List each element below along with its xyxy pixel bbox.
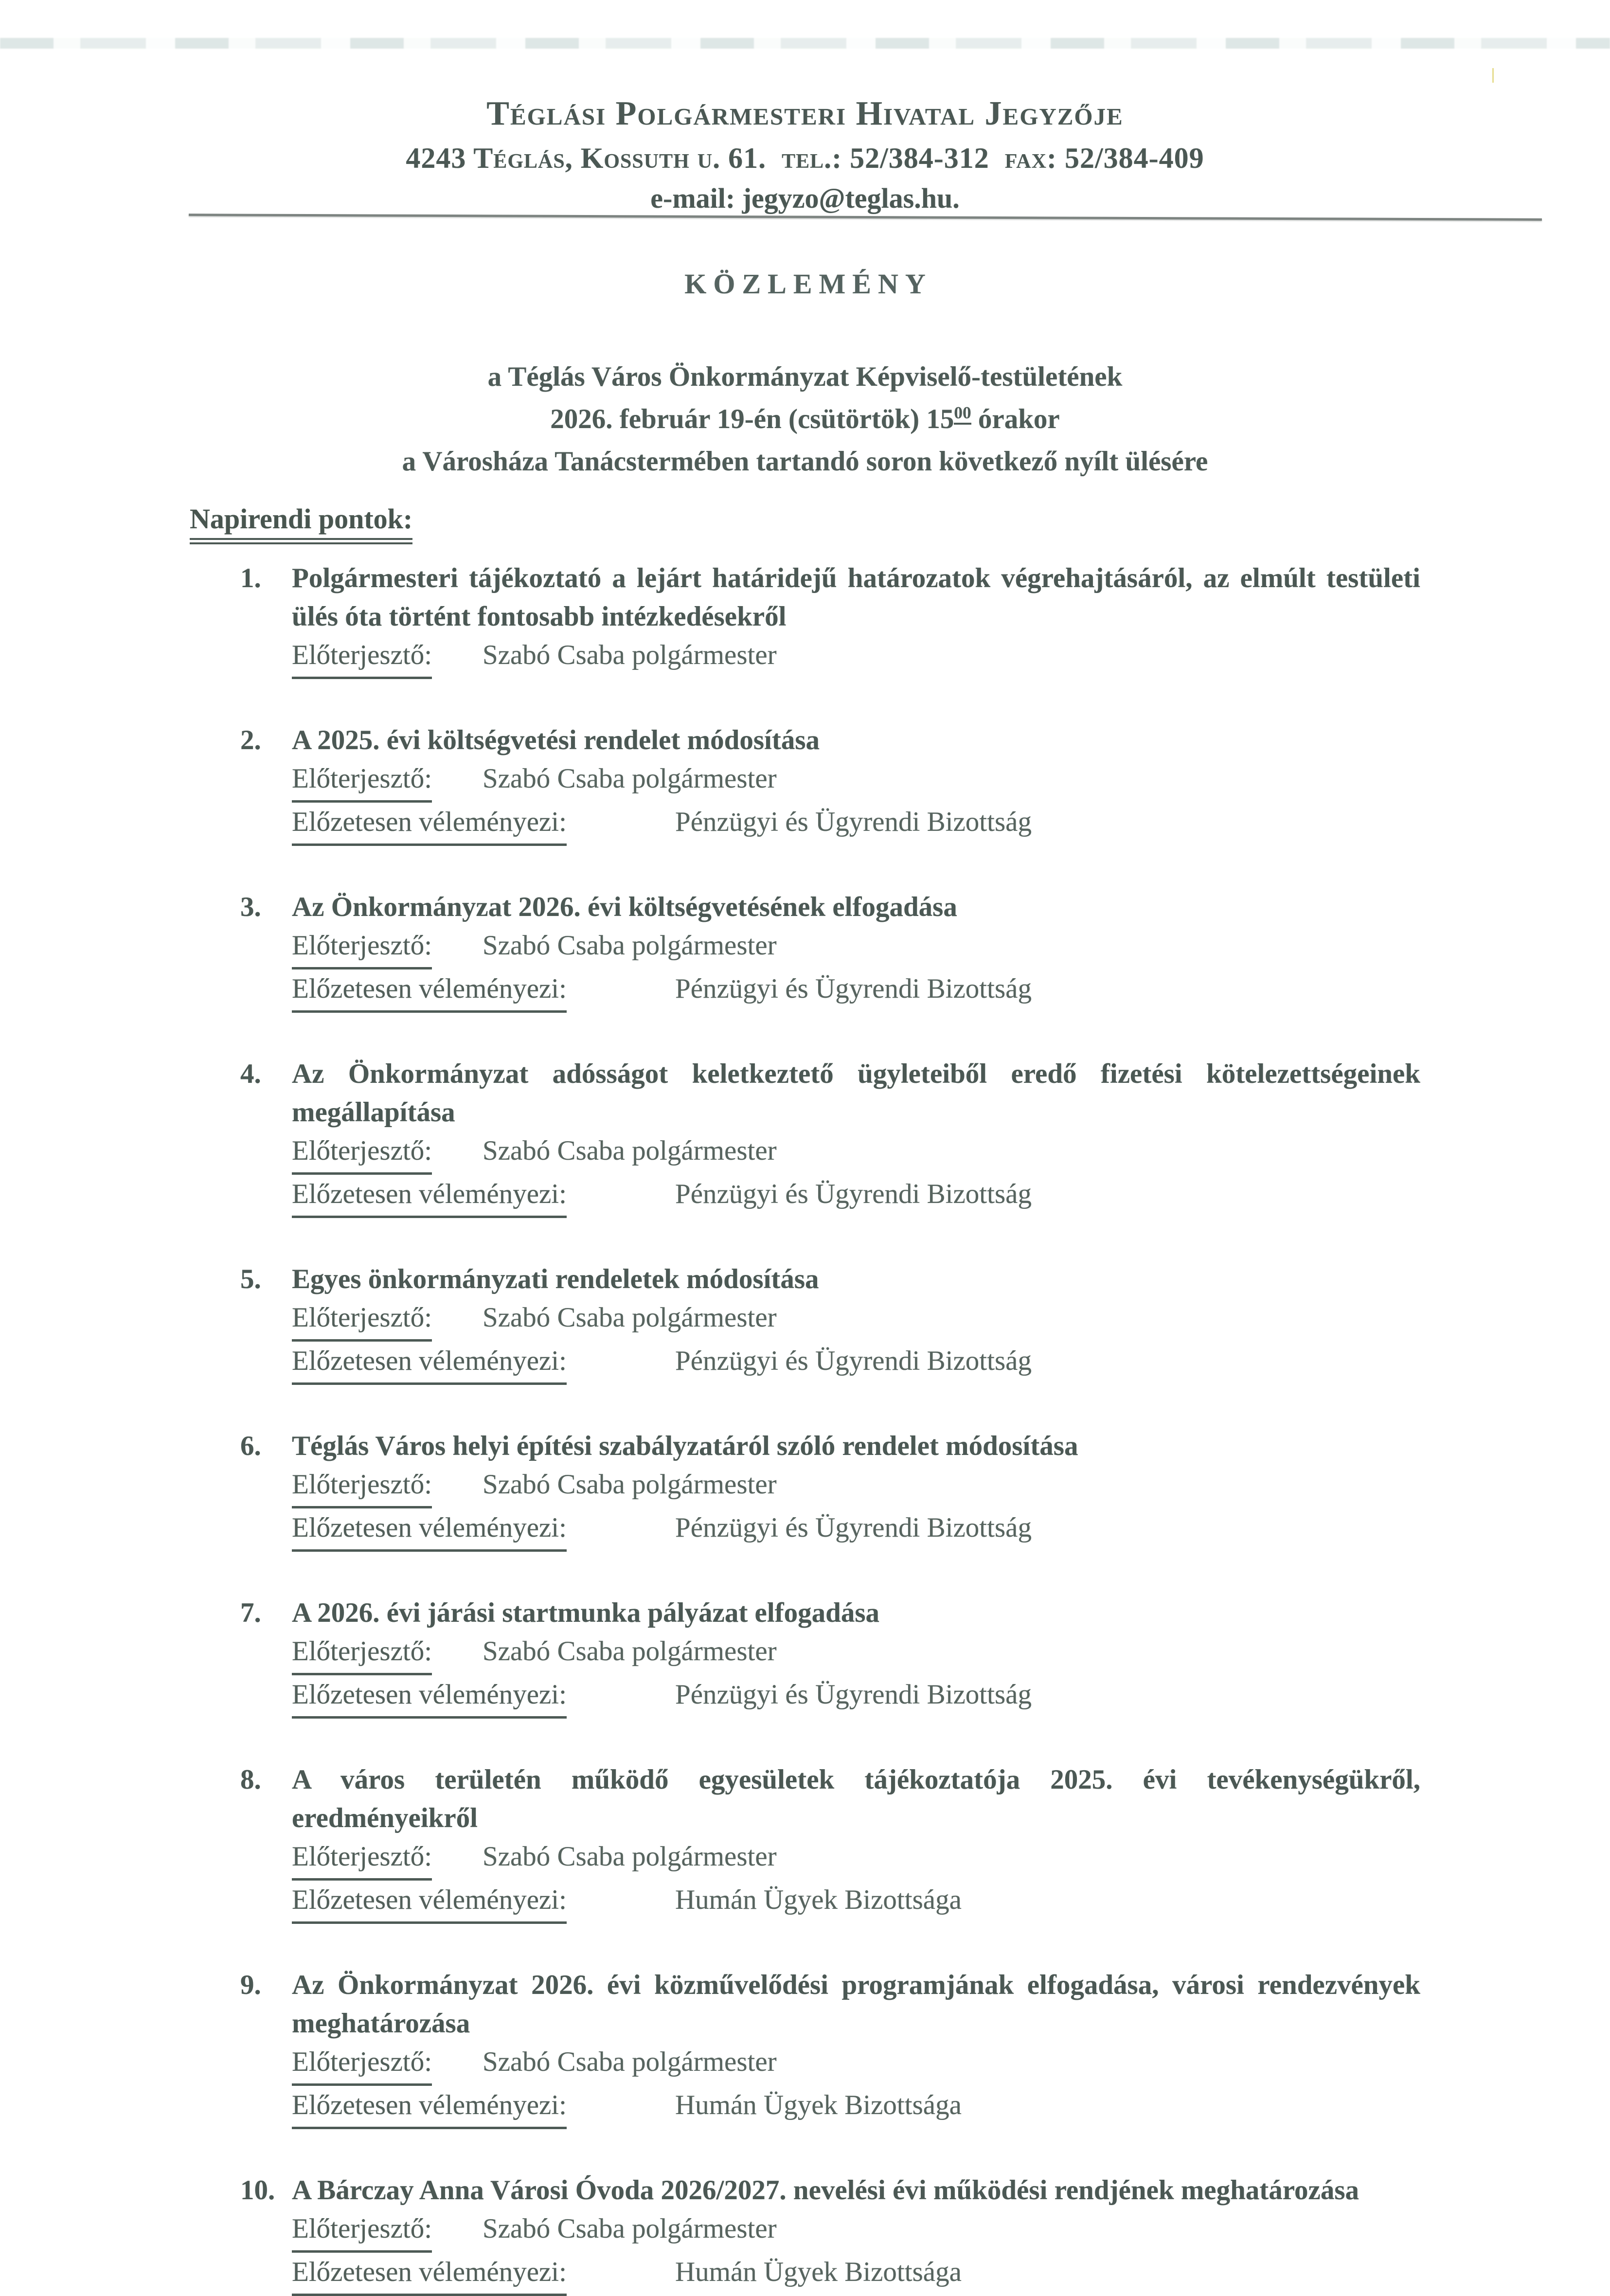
agenda-item-number: 4. [240, 1058, 261, 1089]
reviewer-label-cell [292, 1881, 675, 1924]
reviewer-label-cell [292, 969, 675, 1013]
agenda-item [240, 1260, 1420, 1385]
reviewer-label: Előzetesen véleményezi: [292, 1508, 567, 1552]
presenter-label-cell [292, 2209, 483, 2253]
agenda-item-number: 2. [240, 725, 261, 755]
agenda-item-content [292, 1260, 1420, 1385]
agenda-item-number: 6. [240, 1431, 261, 1461]
agenda-item [240, 1055, 1420, 1218]
presenter-row [292, 1465, 1420, 1508]
reviewer-row [292, 1342, 1420, 1385]
reviewer-value: Pénzügyi és Ügyrendi Bizottság [675, 1512, 1032, 1543]
meeting-info-line1: a Téglás Város Önkormányzat Képviselő-testületének [487, 361, 1123, 392]
presenter-label: Előterjesztő: [292, 1298, 432, 1342]
reviewer-row [292, 803, 1420, 846]
letterhead-office-name: Téglási Polgármesteri Hivatal Jegyzője [486, 95, 1124, 132]
presenter-label-cell [292, 1131, 483, 1175]
presenter-value: Szabó Csaba polgármester [483, 2213, 777, 2244]
presenter-label-cell [292, 926, 483, 969]
presenter-row [292, 1298, 1420, 1342]
reviewer-value: Pénzügyi és Ügyrendi Bizottság [675, 1345, 1032, 1376]
reviewer-value: Pénzügyi és Ügyrendi Bizottság [675, 973, 1032, 1004]
reviewer-label-cell [292, 1675, 675, 1719]
presenter-value: Szabó Csaba polgármester [483, 1302, 777, 1333]
presenter-label-cell [292, 1632, 483, 1675]
reviewer-label: Előzetesen véleményezi: [292, 969, 567, 1013]
reviewer-label: Előzetesen véleményezi: [292, 803, 567, 846]
meeting-info-line2 [190, 398, 1420, 440]
announcement-title: KÖZLEMÉNY [684, 268, 932, 300]
presenter-row [292, 926, 1420, 969]
agenda-item-content [292, 1055, 1420, 1218]
presenter-value: Szabó Csaba polgármester [483, 1135, 777, 1166]
agenda-item [240, 721, 1420, 846]
presenter-row [292, 2209, 1420, 2253]
agenda-item [240, 559, 1420, 679]
agenda-item-title: Téglás Város helyi építési szabályzatáról szóló rendelet módosítása [292, 1431, 1078, 1461]
presenter-row [292, 1131, 1420, 1175]
presenter-value: Szabó Csaba polgármester [483, 640, 777, 670]
presenter-label: Előterjesztő: [292, 759, 432, 803]
agenda-item [240, 1427, 1420, 1552]
header-divider-line [189, 214, 1542, 221]
agenda-item-title: A város területén működő egyesületek tájékoztatója 2025. évi tevékenységükről, eredményeikről [292, 1764, 1420, 1833]
agenda-item-content [292, 559, 1420, 679]
agenda-item-number: 9. [240, 1970, 261, 2000]
reviewer-value: Pénzügyi és Ügyrendi Bizottság [675, 807, 1032, 837]
reviewer-row [292, 2253, 1420, 2296]
meeting-info-line3: a Városháza Tanácstermében tartandó soron következő nyílt ülésére [402, 446, 1208, 477]
reviewer-label: Előzetesen véleményezi: [292, 1881, 567, 1924]
presenter-row [292, 1632, 1420, 1675]
agenda-item-number: 7. [240, 1597, 261, 1628]
presenter-row [292, 2043, 1420, 2086]
agenda-item-number: 10. [240, 2175, 275, 2206]
reviewer-row [292, 2086, 1420, 2129]
agenda-item [240, 1966, 1420, 2129]
scan-artifact-band [0, 38, 1610, 49]
presenter-label: Előterjesztő: [292, 636, 432, 679]
presenter-label: Előterjesztő: [292, 2043, 432, 2086]
presenter-value: Szabó Csaba polgármester [483, 763, 777, 794]
reviewer-label: Előzetesen véleményezi: [292, 2086, 567, 2129]
presenter-label-cell [292, 1465, 483, 1508]
presenter-row [292, 759, 1420, 803]
presenter-row [292, 1837, 1420, 1881]
letterhead [190, 95, 1420, 214]
presenter-label-cell [292, 636, 483, 679]
reviewer-label: Előzetesen véleményezi: [292, 2253, 567, 2296]
reviewer-label-cell [292, 803, 675, 846]
agenda-item-number: 5. [240, 1264, 261, 1294]
agenda-item-content [292, 721, 1420, 846]
presenter-label-cell [292, 2043, 483, 2086]
reviewer-label-cell [292, 2253, 675, 2296]
reviewer-label: Előzetesen véleményezi: [292, 1675, 567, 1719]
agenda-item-title: Az Önkormányzat 2026. évi közművelődési programjának elfogadása, városi rendezvények meghatározása [292, 1970, 1420, 2039]
reviewer-label-cell [292, 1508, 675, 1552]
agenda-item-number: 1. [240, 563, 261, 593]
reviewer-value: Pénzügyi és Ügyrendi Bizottság [675, 1679, 1032, 1710]
meeting-info-block [190, 356, 1420, 483]
reviewer-label: Előzetesen véleményezi: [292, 1175, 567, 1218]
reviewer-row [292, 1881, 1420, 1924]
agenda-item-title: A 2025. évi költségvetési rendelet módosítása [292, 725, 820, 755]
agenda-item-content [292, 1760, 1420, 1924]
reviewer-value: Pénzügyi és Ügyrendi Bizottság [675, 1179, 1032, 1209]
reviewer-label: Előzetesen véleményezi: [292, 1342, 567, 1385]
agenda-item-content [292, 888, 1420, 1013]
presenter-label-cell [292, 759, 483, 803]
agenda-item-title: A Bárczay Anna Városi Óvoda 2026/2027. nevelési évi működési rendjének meghatározása [292, 2175, 1360, 2206]
presenter-label-cell [292, 1837, 483, 1881]
agenda-item-number: 3. [240, 892, 261, 922]
presenter-label: Előterjesztő: [292, 926, 432, 969]
presenter-label: Előterjesztő: [292, 1465, 432, 1508]
presenter-label: Előterjesztő: [292, 2209, 432, 2253]
presenter-value: Szabó Csaba polgármester [483, 930, 777, 961]
agenda-item-content [292, 2171, 1420, 2296]
agenda-item-title: A 2026. évi járási startmunka pályázat elfogadása [292, 1597, 880, 1628]
agenda-item [240, 1594, 1420, 1719]
agenda-item-title: Az Önkormányzat adósságot keletkeztető ügyleteiből eredő fizetési kötelezettségeinek megállapítása [292, 1058, 1420, 1128]
meeting-time-superscript: 00 [954, 403, 971, 425]
presenter-label-cell [292, 1298, 483, 1342]
reviewer-label-cell [292, 1175, 675, 1218]
agenda-heading: Napirendi pontok: [190, 503, 412, 544]
presenter-row [292, 636, 1420, 679]
agenda-item [240, 888, 1420, 1013]
agenda-item [240, 1760, 1420, 1924]
reviewer-row [292, 1508, 1420, 1552]
presenter-label: Előterjesztő: [292, 1632, 432, 1675]
reviewer-label-cell [292, 1342, 675, 1385]
agenda-item-content [292, 1966, 1420, 2129]
presenter-label: Előterjesztő: [292, 1837, 432, 1881]
meeting-date-text: 2026. február 19-én (csütörtök) 15 [550, 404, 954, 434]
announcement-body [190, 267, 1420, 2296]
agenda-list [240, 559, 1420, 2296]
agenda-item-content [292, 1427, 1420, 1552]
agenda-item-title: Egyes önkormányzati rendeletek módosítása [292, 1264, 819, 1294]
letterhead-address-phone: 4243 Téglás, Kossuth u. 61. tel.: 52/384-312 fax: 52/384-409 [406, 142, 1204, 174]
agenda-item-title: Az Önkormányzat 2026. évi költségvetésének elfogadása [292, 892, 957, 922]
agenda-heading-row [190, 503, 1420, 544]
reviewer-value: Humán Ügyek Bizottsága [675, 2257, 962, 2287]
agenda-item-number: 8. [240, 1764, 261, 1795]
presenter-value: Szabó Csaba polgármester [483, 1841, 777, 1872]
reviewer-label-cell [292, 2086, 675, 2129]
agenda-item-title: Polgármesteri tájékoztató a lejárt határidejű határozatok végrehajtásáról, az elmúlt testületi ülés óta történt fontosabb intézkedésekről [292, 563, 1420, 632]
reviewer-row [292, 969, 1420, 1013]
reviewer-row [292, 1175, 1420, 1218]
scan-artifact-tick [1492, 68, 1494, 83]
reviewer-value: Humán Ügyek Bizottsága [675, 1884, 962, 1915]
presenter-label: Előterjesztő: [292, 1131, 432, 1175]
presenter-value: Szabó Csaba polgármester [483, 1636, 777, 1667]
reviewer-row [292, 1675, 1420, 1719]
reviewer-value: Humán Ügyek Bizottsága [675, 2090, 962, 2120]
meeting-time-suffix: órakor [971, 404, 1060, 434]
agenda-item-content [292, 1594, 1420, 1719]
presenter-value: Szabó Csaba polgármester [483, 1469, 777, 1500]
letterhead-email: e-mail: jegyzo@teglas.hu. [650, 182, 960, 214]
presenter-value: Szabó Csaba polgármester [483, 2046, 777, 2077]
agenda-item [240, 2171, 1420, 2296]
